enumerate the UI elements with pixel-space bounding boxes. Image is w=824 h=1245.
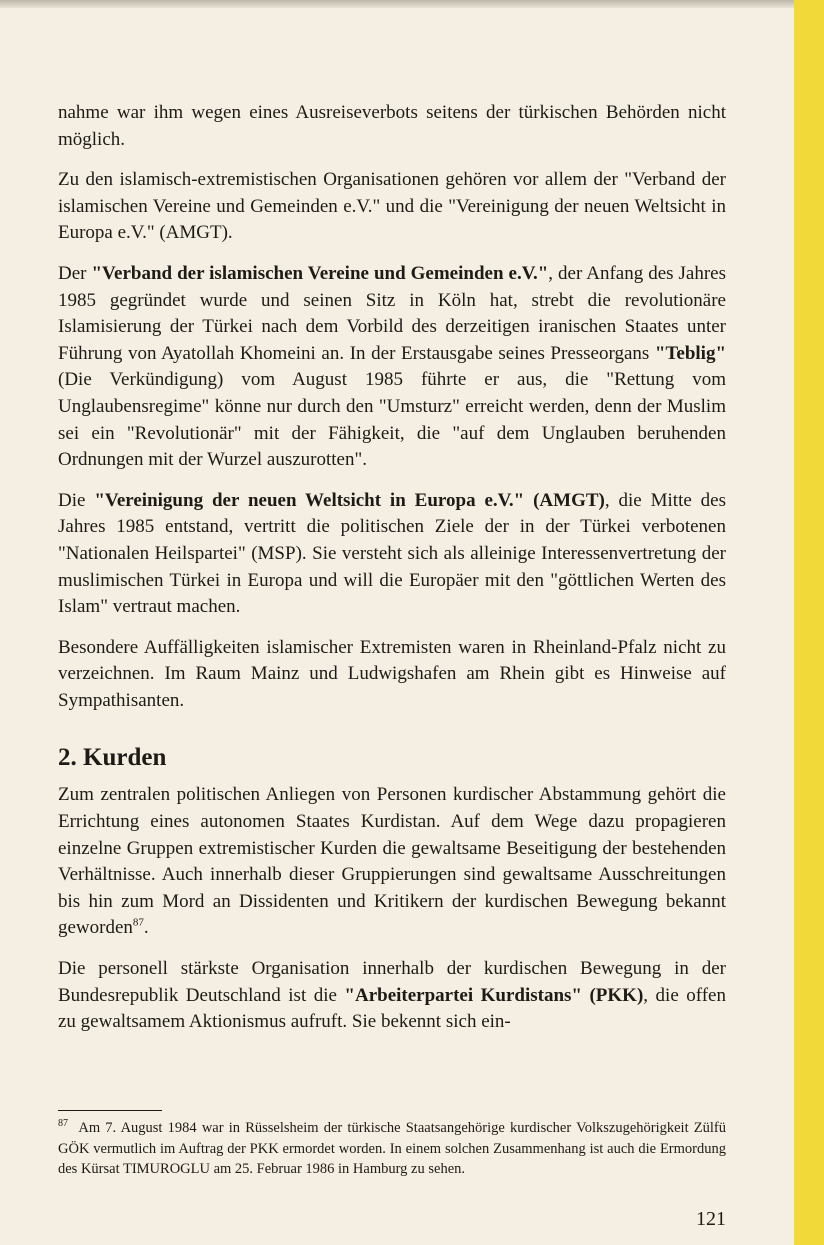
paragraph-6-text: Zum zentralen politischen Anliegen von Personen kurdischer Abstammung gehört die Errichtung eines autonomen Staates Kurdistan. Auf dem Wege dazu propagieren einzelne Gruppen extremistischer Kurden die gewaltsame Beseitigung der bestehenden Verhältnisse. Auch innerhalb dieser Gruppierungen sind gewaltsame Ausschreitungen bis hin zum Mord an Dissidenten und Kritikern der kurdischen Bewegung bekannt geworden <box>58 784 726 939</box>
paragraph-4-suffix: , die Mitte des Jahres 1985 entstand, vertritt die politischen Ziele der in der Türkei verbotenen "Nationalen Heilspartei" (MSP). Sie versteht sich als alleinige Interessenvertretung der muslimischen Türkei in Europa und will die Europäer mit den "göttlichen Werten des Islam" vertraut machen. <box>58 489 726 618</box>
paragraph-4-prefix: Die <box>58 489 95 511</box>
page-edge-strip <box>794 0 824 1245</box>
footnote-text: Am 7. August 1984 war in Rüsselsheim der türkische Staatsangehörige kurdischer Volkszugehörigkeit Zülfü GÖK vermutlich im Auftrag der PKK ermordet worden. In einem solchen Zusammenhang ist auch die Ermordung des Kürsat TIMUROGLU am 25. Februar 1986 in Hamburg zu sehen. <box>58 1120 727 1177</box>
paragraph-7-prefix: Die personell stärkste Organisation innerhalb der kurdischen Bewegung in der Bundesrepublik Deutschland ist die <box>58 958 726 1006</box>
paragraph-4-bold-amgt: "Vereinigung der neuen Weltsicht in Europa e.V." (AMGT) <box>94 489 605 511</box>
scan-top-edge <box>0 0 800 8</box>
paragraph-3-suffix: (Die Verkündigung) vom August 1985 führte er aus, die "Rettung vom Unglaubensregime" könne nur durch den "Umsturz" erreicht werden, denn der Muslim sei ein "Revolutionär" mit der Fähigkeit, die "auf dem Unglauben beruhenden Ordnungen mit der Wurzel auszurotten". <box>58 369 726 471</box>
paragraph-3 <box>58 261 726 474</box>
paragraph-3-middle: , der Anfang des Jahres 1985 gegründet wurde und seinen Sitz in Köln hat, strebt die revolutionäre Islamisierung der Türkei nach dem Vorbild des derzeitigen iranischen Staates unter Führung von Ayatollah Khomeini an. In der Erstausgabe seines Presseorgans <box>58 262 726 364</box>
paragraph-7-bold-pkk: "Arbeiterpartei Kurdistans" (PKK) <box>344 984 644 1006</box>
paragraph-1: nahme war ihm wegen eines Ausreiseverbots seitens der türkischen Behörden nicht möglich. <box>58 102 726 150</box>
paragraph-4 <box>58 488 726 621</box>
paragraph-7-suffix: , die offen zu gewaltsamem Aktionismus aufruft. Sie bekennt sich ein- <box>58 984 726 1033</box>
paragraph-3-prefix: Der <box>58 262 92 284</box>
footnote <box>58 1118 726 1180</box>
section-heading: 2. Kurden <box>58 744 167 772</box>
paragraph-3-bold-teblig: "Teblig" <box>654 342 726 364</box>
footnote-number: 87 <box>58 1118 68 1130</box>
page-number: 121 <box>696 1208 726 1230</box>
paragraph-3-bold-org: "Verband der islamischen Vereine und Gemeinden e.V." <box>91 262 549 284</box>
footnote-reference[interactable]: 87 <box>132 917 144 930</box>
paragraph-6 <box>58 782 726 942</box>
paragraph-6-end: . <box>143 917 149 939</box>
page-body <box>58 100 726 1050</box>
paragraph-2: Zu den islamisch-extremistischen Organisationen gehören vor allem der "Verband der islamischen Vereine und Gemeinden e.V." und die "Vereinigung der neuen Weltsicht in Europa e.V." (AMGT). <box>58 169 726 244</box>
footnote-divider <box>58 1110 162 1111</box>
paragraph-5: Besondere Auffälligkeiten islamischer Extremisten waren in Rheinland-Pfalz nicht zu verzeichnen. Im Raum Mainz und Ludwigshafen am Rhein gibt es Hinweise auf Sympathisanten. <box>58 636 726 711</box>
paragraph-7 <box>58 956 726 1036</box>
